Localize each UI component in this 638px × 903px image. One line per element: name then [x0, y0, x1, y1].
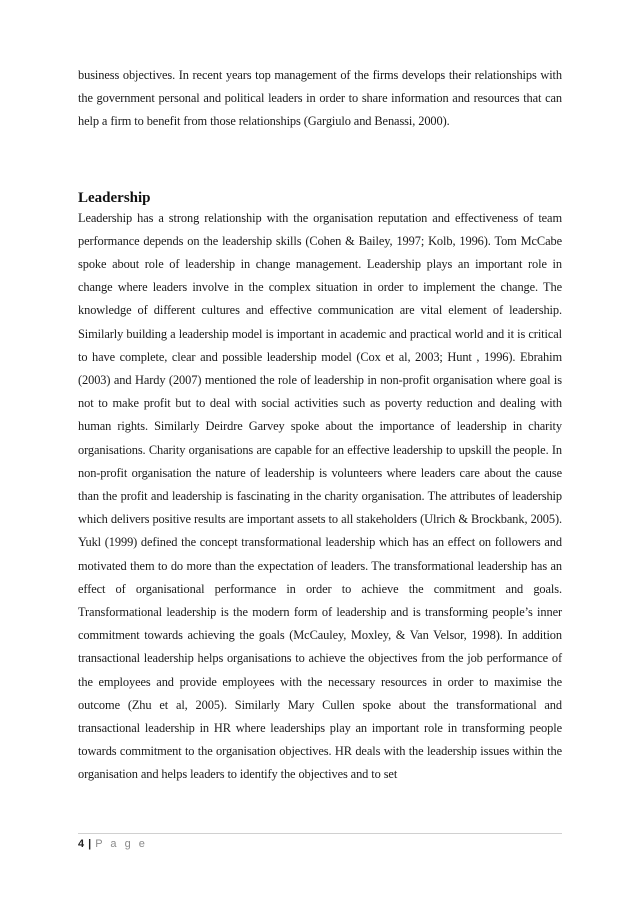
page-footer	[78, 833, 562, 850]
document-page	[78, 64, 562, 787]
footer-separator: |	[88, 838, 92, 850]
intro-paragraph: business objectives. In recent years top management of the firms develops their relationships with the government personal and political leaders in order to share information and resources that can help a firm to benefit from those relationships (Gargiulo and Benassi, 2000).	[78, 68, 562, 129]
section-heading: Leadership	[78, 189, 151, 206]
section-body-paragraph: Leadership has a strong relationship with the organisation reputation and effectiveness of team performance depends on the leadership skills (Cohen & Bailey, 1997; Kolb, 1996). Tom McCabe spoke about role of leadership in change management. Leadership plays an important role in change where leaders involve in the complex situation in order to implement the change. The knowledge of different cultures and effective communication are vital element of leadership. Similarly building a leadership model is important in academic and practical world and it is critical to have complete, clear and possible leadership model (Cox et al, 2003; Hunt , 1996). Ebrahim (2003) and Hardy (2007) mentioned the role of leadership in non-profit organisation where goal is not to make profit but to deal with social activities such as poverty reduction and dealing with human rights. Similarly Deirdre Garvey spoke about the importance of leadership in charity organisations. Charity organisations are capable for an effective leadership to upskill the people. In non-profit organisation the nature of leadership is volunteers where leaders care about the cause than the profit and leadership is fascinating in the charity organisation. The attributes of leadership which delivers positive results are important assets to all stakeholders (Ulrich & Brockbank, 2005). Yukl (1999) defined the concept transformational leadership which has an effect on followers and motivated them to do more than the expectation of leaders. The transformational leadership has an effect of organisational performance in order to achieve the commitment and goals. Transformational leadership is the modern form of leadership and is transforming people’s inner commitment towards achieving the goals (McCauley, Moxley, & Van Velsor, 1998). In addition transactional leadership helps organisations to achieve the objectives from the job performance of the employees and provide employees with the necessary resources in order to maximise the outcome (Zhu et al, 2005). Similarly Mary Cullen spoke about the transformational and transactional leadership in HR where leaderships play an important role in transforming people towards commitment to the organisation objectives. HR deals with the leadership issues within the organisation and helps leaders to identify the objectives and to set	[78, 210, 562, 782]
page-number: 4	[78, 838, 85, 850]
page-label: P a g e	[95, 838, 148, 850]
